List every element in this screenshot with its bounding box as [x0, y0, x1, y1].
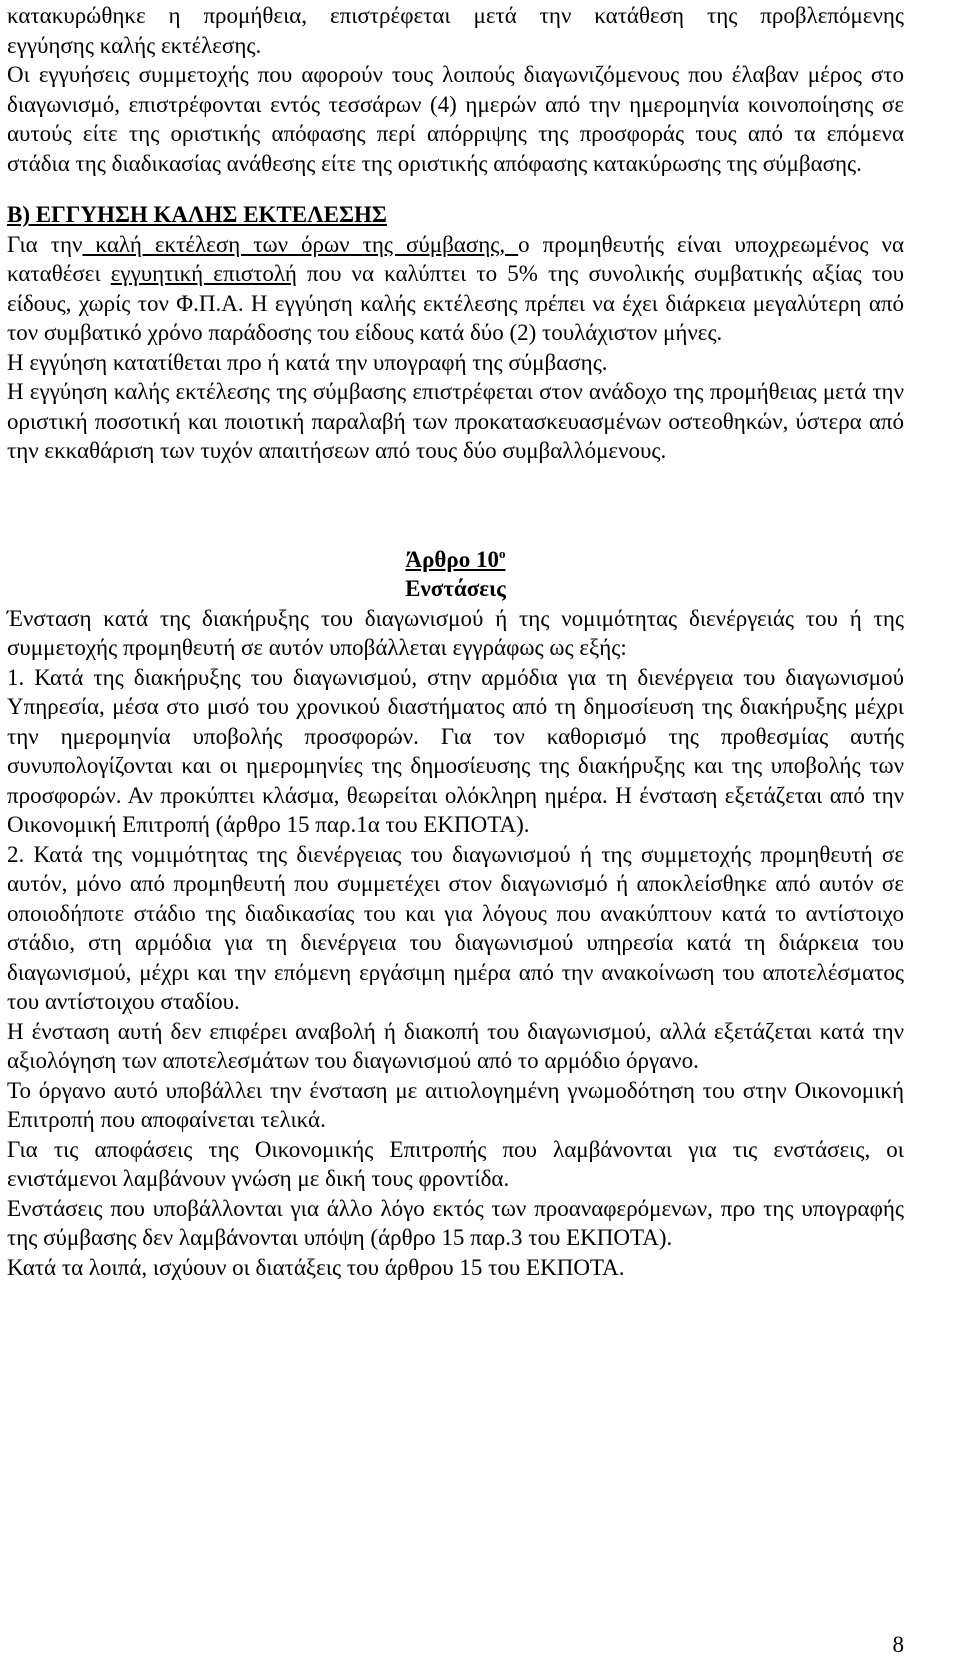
article-paragraph-4: Η ένσταση αυτή δεν επιφέρει αναβολή ή διακοπή του διαγωνισμού, αλλά εξετάζεται κατά την αξιολόγηση των αποτελεσμάτων του διαγωνισμού από το αρμόδιο όργανο. — [7, 1018, 904, 1073]
article-title — [7, 545, 904, 575]
article-paragraph-2: 1. Κατά της διακήρυξης του διαγωνισμού, στην αρμόδια για τη διενέργεια του διαγωνισμού Υπηρεσία, μέσα στο μισό του χρονικού διαστήματος από τη δημοσίευση της διακήρυξης μέχρι την ημερομηνία υποβολής προσφορών. Για τον καθορισμό της προθεσμίας αυτής συνυπολογίζονται και οι ημερομηνίες της δημοσίευσης της διακήρυξης και της υποβολής των προσφορών. Αν προκύπτει κλάσμα, θεωρείται ολόκληρη ημέρα. Η ένσταση εξετάζεται από την Οικονομική Επιτροπή (άρθρο 15 παρ.1α του ΕΚΠΟΤΑ). — [7, 664, 904, 837]
intro-paragraph: Οι εγγυήσεις συμμετοχής που αφορούν τους λοιπούς διαγωνιζόμενους που έλαβαν μέρος στο διαγωνισμό, επιστρέφονται εντός τεσσάρων (4) ημερών από την ημερομηνία κοινοποίησης σε αυτούς είτε της οριστικής απόφασης περί απόρριψης της προσφοράς τους από τα επόμενα στάδια της διαδικασίας ανάθεσης είτε της οριστικής απόφασης κατακύρωσης της σύμβασης. — [7, 62, 904, 176]
article-title-ordinal: ο — [498, 545, 506, 561]
page-number: 8 — [892, 1631, 904, 1657]
article-paragraph-5: Το όργανο αυτό υποβάλλει την ένσταση με αιτιολογημένη γνωμοδότηση του στην Οικονομική Επιτροπή που αποφαίνεται τελικά. — [7, 1077, 904, 1132]
section-b-paragraph-3: Η εγγύηση καλής εκτέλεσης της σύμβασης επιστρέφεται στον ανάδοχο της προμήθειας μετά την οριστική ποσοτική και ποιοτική παραλαβή των προκατασκευασμένων οστεοθηκών, ύστερα από την εκκαθάριση των τυχόν απαιτήσεων από τους δύο συμβαλλόμενους. — [7, 379, 904, 463]
section-b-heading: Β) ΕΓΓΥΗΣΗ ΚΑΛΗΣ ΕΚΤΕΛΕΣΗΣ — [7, 202, 387, 227]
document-page — [7, 0, 904, 1282]
article-subtitle: Ενστάσεις — [405, 576, 506, 601]
article-title-text: Άρθρο 10 — [405, 546, 499, 572]
section-b-underline-2: εγγυητική επιστολή — [110, 261, 297, 286]
article-paragraph-7: Ενστάσεις που υποβάλλονται για άλλο λόγο εκτός των προαναφερόμενων, προ της υπογραφής της σύμβασης δεν λαμβάνονται υπόψη (άρθρο 15 παρ.3 του ΕΚΠΟΤΑ). — [7, 1195, 904, 1250]
section-b-underline-1: καλή εκτέλεση των όρων της σύμβασης, — [82, 231, 519, 257]
article-paragraph-8: Κατά τα λοιπά, ισχύουν οι διατάξεις του άρθρου 15 του ΕΚΠΟΤΑ. — [7, 1254, 625, 1280]
article-paragraph-1: Ένσταση κατά της διακήρυξης του διαγωνισμού ή της νομιμότητας διενέργειάς του ή της συμμετοχής προμηθευτή σε αυτόν υποβάλλεται εγγράφως ως εξής: — [7, 605, 904, 660]
article-paragraph-3: 2. Κατά της νομιμότητας της διενέργειας του διαγωνισμού ή της συμμετοχής προμηθευτή σε αυτόν, μόνο από προμηθευτή που συμμετέχει στον διαγωνισμό ή αποκλείσθηκε από αυτόν σε οποιοδήποτε στάδιο της διαδικασίας του και για λόγους που ανακύπτουν κατά το αντίστοιχο στάδιο, στη αρμόδια για τη διενέργεια του διαγωνισμού υπηρεσία κατά τη διάρκεια του διαγωνισμού, μέχρι και την επόμενη εργάσιμη ημέρα από την ανακοίνωση του αποτελέσματος του αντίστοιχου σταδίου. — [7, 841, 904, 1014]
intro-line-1: κατακυρώθηκε η προμήθεια, επιστρέφεται μετά την κατάθεση της προβλεπόμενης — [7, 3, 904, 28]
section-b-paragraph-1 — [7, 230, 904, 348]
section-b-text-c: που να καλύπτει το 5% της συνολικής συμβατικής αξίας του είδους, χωρίς τον Φ.Π.Α. Η εγγύηση καλής εκτέλεσης πρέπει να έχει διάρκεια μεγαλύτερη από τον συμβατικό χρόνο παράδοσης του είδους κατά δύο (2) τουλάχιστον μήνες. — [7, 261, 905, 345]
section-b-text-b: ο προμηθευτής είναι υποχρεωμένος να καταθέσει — [7, 231, 904, 286]
intro-line-2: εγγύησης καλής εκτέλεσης. — [7, 32, 262, 58]
article-paragraph-6: Για τις αποφάσεις της Οικονομικής Επιτροπής που λαμβάνονται για τις ενστάσεις, οι ενιστάμενοι λαμβάνουν γνώση με δική τους φροντίδα. — [7, 1136, 904, 1191]
section-b-paragraph-2: Η εγγύηση κατατίθεται προ ή κατά την υπογραφή της σύμβασης. — [7, 349, 608, 375]
section-b-text-a: Για την — [7, 231, 83, 257]
